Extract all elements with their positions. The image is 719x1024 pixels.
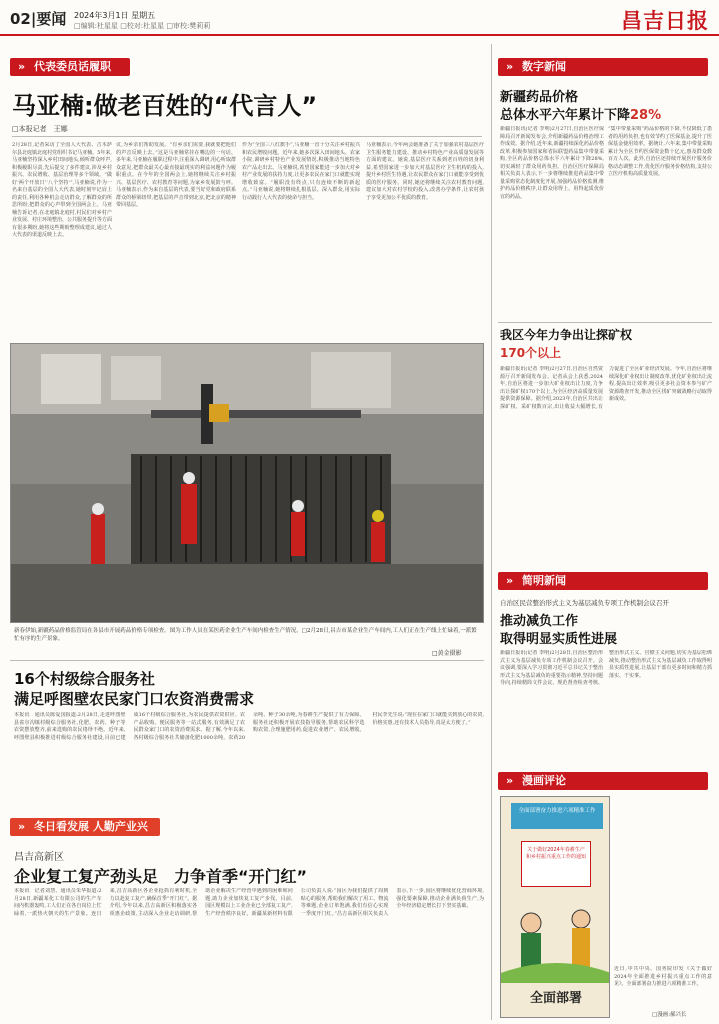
headline-drug-prices: 新疆药品价格 (500, 90, 579, 105)
kicker: 自治区民营整治形式主义为基层减负专项工作机制会议召开 (500, 599, 669, 607)
factory-photo-illustration (11, 344, 484, 623)
photo-caption: 新春伊始,新疆药品价格监管局在各县市开展药品价格专项检查。图为工作人员在某医药企业生产车间内检查生产情况。□2月28日,昌吉市某企业生产车间内,工人们正在生产线上忙碌着,一派繁忙有序的生产景象。 (14, 628, 477, 642)
headline-enterprises: 企业复工复产劲头足 力争首季“开门红” (14, 867, 308, 886)
headline-ma-yanan: 马亚楠:做老百姓的“代言人” (12, 92, 318, 120)
editorial-cartoon (500, 796, 610, 1018)
headline-highlight: 28% (630, 108, 662, 123)
byline: □本报记者 王娜 (12, 125, 68, 133)
article-body: 新疆日报讯(记者 李明)2月27日,自治区自然资源厅召开新闻发布会。记者从会上获悉,2024年,自治区将进一步加大矿业权出让力度,力争出让探矿权170个以上,为全区经济高质量发展提供资源保障。据介绍,2023年,自治区共出让探矿权、采矿权数百宗,出让收益大幅增长,有力促进了全区矿业经济发展。今年,自治区将继续深化矿业权出让制度改革,优化矿业权出让流程,提高出让效率,吸引更多社会资本参与矿产资源勘查开发,推动全区找矿突破战略行动取得新成效。 (500, 366, 712, 410)
headline-service-centers-2: 满足呼图壁农民家门口农资消费需求 (14, 690, 255, 708)
article-column: 马亚楠表示,今年两会她准备了关于加强农村基层医疗卫生服务能力建设、推动乡村特色产业高质量发展等方面的建议。她说,基层医疗关系到老百姓的切身利益,希望国家进一步加大对基层医疗卫生机构的投入,提升乡村医生待遇,让农民群众在家门口就能享受到优质的医疗服务。同时,她还将继续关注农村教育问题,建议加大对农村学校的投入,改善办学条件,让农村孩子享受更加公平优质的教育。 (366, 142, 484, 201)
article-body: 新疆日报讯(记者 李明)2月28日,自治区整治形式主义为基层减负专项工作机制会议召开。会议强调,要深入学习贯彻习近平总书记关于整治形式主义为基层减负的重要指示精神,坚持问题导向,持续精简文件会议、规范督查检查考核、整治形式主义、官僚主义问题,切实为基层松绑减负,推动整治形式主义为基层减负工作取得明显实质性进展,让基层干部有更多时间和精力抓落实、干实事。 (500, 650, 712, 686)
section-tag-winter: » 冬日看发展 人勤产业兴 (10, 818, 160, 836)
headline-service-centers: 16个村级综合服务社 (14, 670, 155, 688)
section-tag-digital: » 数字新闻 (498, 58, 708, 76)
staff-line: □编辑:杜星星 □校对:杜星星 □审校:樊莉莉 (74, 22, 211, 30)
article-column: 新疆日报讯(记者 李明)2月27日,自治区医疗保障局召开新闻发布会,介绍新疆药品价格治理工作成效。据介绍,近年来,新疆持续深化药品价格改革,积极参加国家和省际联盟药品集中带量采购,全区药品价格总体水平六年累计下降28%,切实减轻了群众用药负担。自治区医疗保障局相关负责人表示,下一步将继续推进药品集中带量采购常态化制度化开展,加强药品价格监测,维护药品价格秩序,让群众用得上、用得起质优价宜的药品。 (500, 126, 604, 200)
section-tag-brief: » 简明新闻 (498, 572, 708, 590)
section-tag-representatives: » 代表委员话履职 (10, 58, 130, 76)
article-body: 本报讯 记者刘慧、通讯员朱华报道:2月28日,新疆某化工有限公司的生产车间内机器轰鸣,工人们正在各自岗位上忙碌着,一派热火朝天的生产景象。连日来,昌吉高新区各企业抢抓有利时机,全力以赴复工复产,确保首季“开门红”。据介绍,今年以来,昌吉高新区积极落实各项惠企政策,主动深入企业走访调研,帮助企业解决生产经营中遇到的困难和问题,助力企业加快复工复产步伐。目前,园区规模以上工业企业已全部复工复产,生产经营秩序良好。新疆某新材料有限公司负责人说:“园区为我们提供了周到贴心的服务,帮助我们解决了用工、物流等难题,企业订单饱满,我们有信心实现一季度开门红。”昌吉高新区相关负责人表示,下一步,园区将继续优化营商环境,强化要素保障,推动企业满负荷生产,为全年经济稳定增长打下坚实基础。 (14, 888, 484, 917)
headline-mining-2 (500, 344, 561, 361)
headline-highlight: 170个以上 (500, 346, 562, 360)
cartoon-title: 全面部署 (529, 991, 582, 1006)
masthead (0, 0, 719, 36)
headline-burden-2: 取得明显实质性进展 (500, 632, 618, 647)
cartoon-banner: 全面部署奋力推进六项精准工作 (511, 803, 603, 829)
page-number: 02|要闻 (10, 10, 67, 28)
article-body: 本报讯 通讯员陈爱国报道:2月28日,走进呼图壁县雀尔沟镇村级综合服务社,化肥、农药、种子等农资摆放整齐,前来选购的农民络绎不绝。近年来,呼图壁县积极推进村级综合服务社建设,目前已建成16个村级综合服务社,为农民提供农资供应、农产品收购、便民服务等一站式服务,有效满足了农民群众家门口的农资消费需求。据了解,今年以来,各村级综合服务社共储备化肥1000余吨、农药20余吨、种子30余吨,为春耕生产提供了有力保障。服务社还积极开展农技指导服务,帮助农民科学选购农资,合理施肥用药,促进农业增产、农民增收。村民李先生说:“现在在家门口就能买到放心的农资,价格实惠,还有技术人员指导,真是太方便了。” (14, 712, 484, 741)
kicker: 昌吉高新区 (14, 852, 64, 863)
cartoon-credit: □漫画:郝兴长 (652, 1012, 687, 1018)
photo-credit: □黄金摄影 (432, 650, 462, 657)
divider (10, 660, 484, 661)
section-tag-cartoon: » 漫画评论 (498, 772, 708, 790)
divider (498, 322, 712, 323)
article-column: 作为“全国三八红旗手”,马亚楠一直十分关注乡村振兴和农民增收问题。近年来,她多次深入田间地头、农家小院,调研乡村特色产业发展情况,积极推动当地特色农产品走出去。马亚楠说,希望国家能进一步加大对乡村产业发展的扶持力度,让更多农民在家门口就能实现增收致富。“履职没有终点,只有连续不断的新起点。”马亚楠说,她将继续扎根基层、深入群众,用实际行动践行人大代表的使命与担当。 (242, 142, 360, 201)
headline-drug-prices-2: 总体水平六年累计下降28% (500, 108, 662, 123)
issue-date: 2024年3月1日 星期五 (74, 11, 156, 20)
article-column: 议,为乡亲们帮助发展。“有乡亲们需要,我就要把他们的声音反映上去。”这是马亚楠常挂在嘴边的一句话。多年来,马亚楠在履职过程中,注重深入调研,用心听取群众意见,把群众最关心最直接最现实的利益问题作为履职重点。在今年的全国两会上,她将继续关注乡村振兴、基层医疗、农村教育等问题,为家乡发展鼓与呼。马亚楠表示,作为来自基层的代表,要当好党和政府联系群众的桥梁纽带,把基层的声音带到北京,把北京的精神带回基层。 (116, 142, 236, 208)
cartoon-description: 近日,中共中央、国务院印发《关于做好2024年全面推进乡村振兴重点工作的意见》。全面部署奋力推进六项精准工作。 (614, 966, 712, 987)
cartoon-sign: 关于做好2024年春耕生产和乡村振兴重点工作的通知 (521, 841, 591, 887)
factory-photo (10, 343, 484, 623)
cartoon-figure (501, 893, 610, 983)
headline-burden: 推动减负工作 (500, 614, 579, 629)
newspaper-logo: 昌吉日报 (621, 9, 709, 33)
headline-mining: 我区今年力争出让探矿权 (500, 328, 633, 342)
divider (12, 136, 482, 137)
article-column: “集中带量采购”药品价格的下降,不仅降低了患者的用药负担,也有效节约了医保基金,提升了医保基金使用效率。据统计,六年来,集中带量采购累计为全区节约医保资金数十亿元,惠及群众数百万人次。此外,自治区还持续开展医疗服务价格动态调整工作,优化医疗服务价格结构,支持公立医疗机构高质量发展。 (608, 126, 712, 177)
article-column: 2月28日,记者采访了全国人大代表、吉木萨尔县北庭镇北庭村党组织书记马亚楠。5年来,马亚楠坚持深入乡村田间地头,倾听群众呼声,积极履职尽责,先后提交了多件建议,涉及乡村振兴、农民增收、基层治理等多个领域。“做好‘两个开放日’‘八个坚持’”,马亚楠说,作为一名来自基层的全国人大代表,她时刻牢记肩上的责任,利用各种机会走访群众,了解群众的所思所盼,把群众的心声带到全国两会上。马亚楠告诉记者,在北庭镇北庭村,村民们对乡村产业发展、村庄环境整治、公共服务提升等方面有很多期盼,她将这些期盼整理成建议,通过人大代表的渠道反映上去。 (12, 142, 112, 238)
column-divider (491, 44, 492, 1020)
